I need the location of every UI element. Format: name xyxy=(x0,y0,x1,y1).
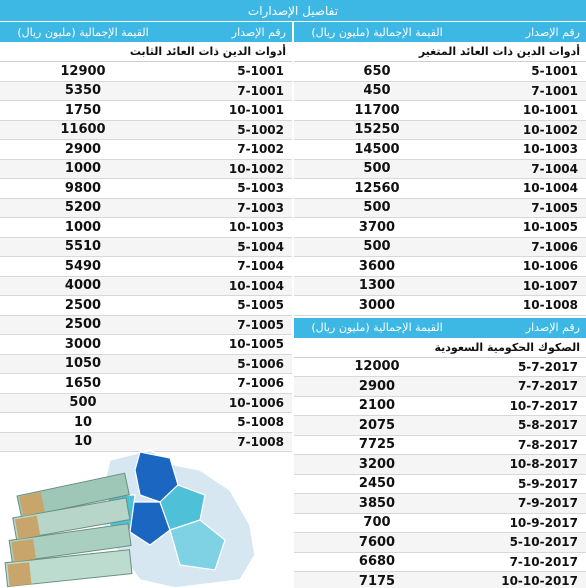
header-total-value: القيمة الإجمالية (مليون ريال) xyxy=(311,321,443,334)
total-value-cell: 500 xyxy=(69,395,97,411)
total-value-cell: 1650 xyxy=(64,375,102,391)
table-row xyxy=(0,199,292,219)
table-row xyxy=(294,62,586,82)
table-row xyxy=(294,121,586,141)
total-value-cell: 5200 xyxy=(64,200,102,216)
total-value-cell: 12000 xyxy=(354,359,400,375)
issue-number-cell: 5-9-2017 xyxy=(517,476,578,491)
total-value-cell: 2900 xyxy=(64,141,102,157)
total-value-cell: 15250 xyxy=(354,122,400,138)
total-value-cell: 5350 xyxy=(64,83,102,99)
issue-number-cell: 10-1008 xyxy=(522,298,578,313)
issue-number-cell: 5-1004 xyxy=(237,239,284,254)
table-row xyxy=(0,296,292,316)
table-row xyxy=(294,436,586,456)
total-value-cell: 6680 xyxy=(358,554,396,570)
table-row xyxy=(294,140,586,160)
header-issue-number: رقم الإصدار xyxy=(525,321,580,334)
total-value-cell: 3000 xyxy=(358,297,396,313)
fixed-rows xyxy=(0,62,292,452)
table-row xyxy=(294,455,586,475)
total-value-cell: 11700 xyxy=(354,102,400,118)
section-title-sukuk: الصكوك الحكومية السعودية xyxy=(294,338,586,358)
table-row xyxy=(0,257,292,277)
table-header xyxy=(0,22,292,42)
total-value-cell: 1300 xyxy=(358,278,396,294)
table-row xyxy=(294,199,586,219)
total-value-cell: 11600 xyxy=(60,122,106,138)
total-value-cell: 1750 xyxy=(64,102,102,118)
issue-number-cell: 5-1003 xyxy=(237,181,284,196)
table-row xyxy=(0,62,292,82)
header-total-value: القيمة الإجمالية (مليون ريال) xyxy=(311,25,443,39)
issue-number-cell: 10-1002 xyxy=(522,122,578,137)
table-row xyxy=(0,394,292,414)
issue-number-cell: 5-1005 xyxy=(237,298,284,313)
table-row xyxy=(294,257,586,277)
issue-number-cell: 5-1001 xyxy=(237,64,284,79)
table-row xyxy=(294,101,586,121)
table-header-sukuk xyxy=(294,318,586,338)
issue-number-cell: 10-1001 xyxy=(522,103,578,118)
total-value-cell: 3700 xyxy=(358,219,396,235)
issue-number-cell: 5-1008 xyxy=(237,415,284,430)
issue-number-cell: 10-1004 xyxy=(228,278,284,293)
issue-number-cell: 10-7-2017 xyxy=(509,398,578,413)
header-issue-number: رقم الإصدار xyxy=(525,25,580,39)
total-value-cell: 7725 xyxy=(358,437,396,453)
table-row xyxy=(0,238,292,258)
table-row xyxy=(294,553,586,573)
issue-number-cell: 7-1004 xyxy=(531,161,578,176)
total-value-cell: 2500 xyxy=(64,317,102,333)
money-stack-icon xyxy=(5,473,132,586)
issue-number-cell: 7-1005 xyxy=(237,317,284,332)
table-row xyxy=(294,160,586,180)
issue-number-cell: 5-1002 xyxy=(237,122,284,137)
table-row xyxy=(294,277,586,297)
total-value-cell: 3600 xyxy=(358,258,396,274)
total-value-cell: 500 xyxy=(363,200,391,216)
table-row xyxy=(0,179,292,199)
issue-number-cell: 7-1002 xyxy=(237,142,284,157)
total-value-cell: 1000 xyxy=(64,161,102,177)
total-value-cell: 500 xyxy=(363,239,391,255)
table-header xyxy=(294,22,586,42)
total-value-cell: 7600 xyxy=(358,534,396,550)
table-row xyxy=(294,238,586,258)
issue-number-cell: 7-1003 xyxy=(237,200,284,215)
table-row xyxy=(294,179,586,199)
issue-number-cell: 10-1003 xyxy=(228,220,284,235)
issue-number-cell: 5-1006 xyxy=(237,356,284,371)
total-value-cell: 650 xyxy=(363,63,391,79)
issue-number-cell: 7-1005 xyxy=(531,200,578,215)
issue-number-cell: 5-8-2017 xyxy=(517,418,578,433)
total-value-cell: 3200 xyxy=(358,456,396,472)
table-row xyxy=(294,218,586,238)
table-row xyxy=(294,572,586,588)
issue-number-cell: 10-1001 xyxy=(228,103,284,118)
header-issue-number: رقم الإصدار xyxy=(231,25,286,39)
issue-number-cell: 10-8-2017 xyxy=(509,457,578,472)
table-row xyxy=(294,377,586,397)
table-row xyxy=(294,514,586,534)
issue-number-cell: 10-9-2017 xyxy=(509,515,578,530)
total-value-cell: 1000 xyxy=(64,219,102,235)
map-and-money-illustration xyxy=(0,440,270,588)
fixed-rate-panel xyxy=(0,22,292,452)
table-row xyxy=(0,160,292,180)
table-row xyxy=(0,316,292,336)
total-value-cell: 2075 xyxy=(358,417,396,433)
table-row xyxy=(0,413,292,433)
issue-number-cell: 10-1006 xyxy=(228,395,284,410)
table-row xyxy=(294,296,586,316)
total-value-cell: 2450 xyxy=(358,476,396,492)
total-value-cell: 3000 xyxy=(64,336,102,352)
table-row xyxy=(0,218,292,238)
total-value-cell: 7175 xyxy=(358,573,396,588)
sukuk-rows xyxy=(294,358,586,588)
issue-number-cell: 7-1008 xyxy=(237,434,284,449)
issue-number-cell: 5-7-2017 xyxy=(517,359,578,374)
issue-number-cell: 7-9-2017 xyxy=(517,496,578,511)
section-title-fixed: أدوات الدين ذات العائد الثابت xyxy=(0,42,292,62)
section-title-variable: أدوات الدين ذات العائد المتغير xyxy=(294,42,586,62)
issue-number-cell: 10-1005 xyxy=(228,337,284,352)
total-value-cell: 700 xyxy=(363,515,391,531)
total-value-cell: 1050 xyxy=(64,356,102,372)
header-total-value: القيمة الإجمالية (مليون ريال) xyxy=(17,25,149,39)
issue-number-cell: 10-1004 xyxy=(522,181,578,196)
total-value-cell: 5490 xyxy=(64,258,102,274)
total-value-cell: 12560 xyxy=(354,180,400,196)
total-value-cell: 2100 xyxy=(358,398,396,414)
table-row xyxy=(294,397,586,417)
issue-number-cell: 10-1003 xyxy=(522,142,578,157)
table-row xyxy=(0,277,292,297)
table-row xyxy=(0,121,292,141)
total-value-cell: 5510 xyxy=(64,239,102,255)
issue-number-cell: 5-10-2017 xyxy=(509,535,578,550)
issue-number-cell: 10-1002 xyxy=(228,161,284,176)
issue-number-cell: 7-1006 xyxy=(237,376,284,391)
issue-number-cell: 7-10-2017 xyxy=(509,554,578,569)
issue-number-cell: 5-1001 xyxy=(531,64,578,79)
total-value-cell: 2500 xyxy=(64,297,102,313)
page-title: تفاصيل الإصدارات xyxy=(0,0,586,22)
table-row xyxy=(294,494,586,514)
total-value-cell: 500 xyxy=(363,161,391,177)
total-value-cell: 3850 xyxy=(358,495,396,511)
variable-rate-panel xyxy=(294,22,586,588)
total-value-cell: 12900 xyxy=(60,63,106,79)
issue-number-cell: 7-7-2017 xyxy=(517,379,578,394)
table-row xyxy=(0,140,292,160)
total-value-cell: 10 xyxy=(73,414,93,430)
table-row xyxy=(294,358,586,378)
table-row xyxy=(0,374,292,394)
issue-number-cell: 10-1005 xyxy=(522,220,578,235)
table-row xyxy=(0,335,292,355)
total-value-cell: 14500 xyxy=(354,141,400,157)
issue-number-cell: 10-1006 xyxy=(522,259,578,274)
total-value-cell: 2900 xyxy=(358,378,396,394)
table-row xyxy=(294,475,586,495)
total-value-cell: 450 xyxy=(363,83,391,99)
total-value-cell: 9800 xyxy=(64,180,102,196)
table-row xyxy=(294,82,586,102)
table-row xyxy=(294,416,586,436)
table-row xyxy=(0,82,292,102)
issue-number-cell: 10-1007 xyxy=(522,278,578,293)
table-row xyxy=(294,533,586,553)
issue-number-cell: 7-1006 xyxy=(531,239,578,254)
table-row xyxy=(0,355,292,375)
issue-number-cell: 7-1001 xyxy=(531,83,578,98)
issue-number-cell: 7-1001 xyxy=(237,83,284,98)
total-value-cell: 4000 xyxy=(64,278,102,294)
issue-number-cell: 10-10-2017 xyxy=(501,574,578,588)
table-row xyxy=(0,101,292,121)
total-value-cell: 10 xyxy=(73,434,93,450)
issue-number-cell: 7-1004 xyxy=(237,259,284,274)
variable-rows xyxy=(294,62,586,316)
issue-number-cell: 7-8-2017 xyxy=(517,437,578,452)
